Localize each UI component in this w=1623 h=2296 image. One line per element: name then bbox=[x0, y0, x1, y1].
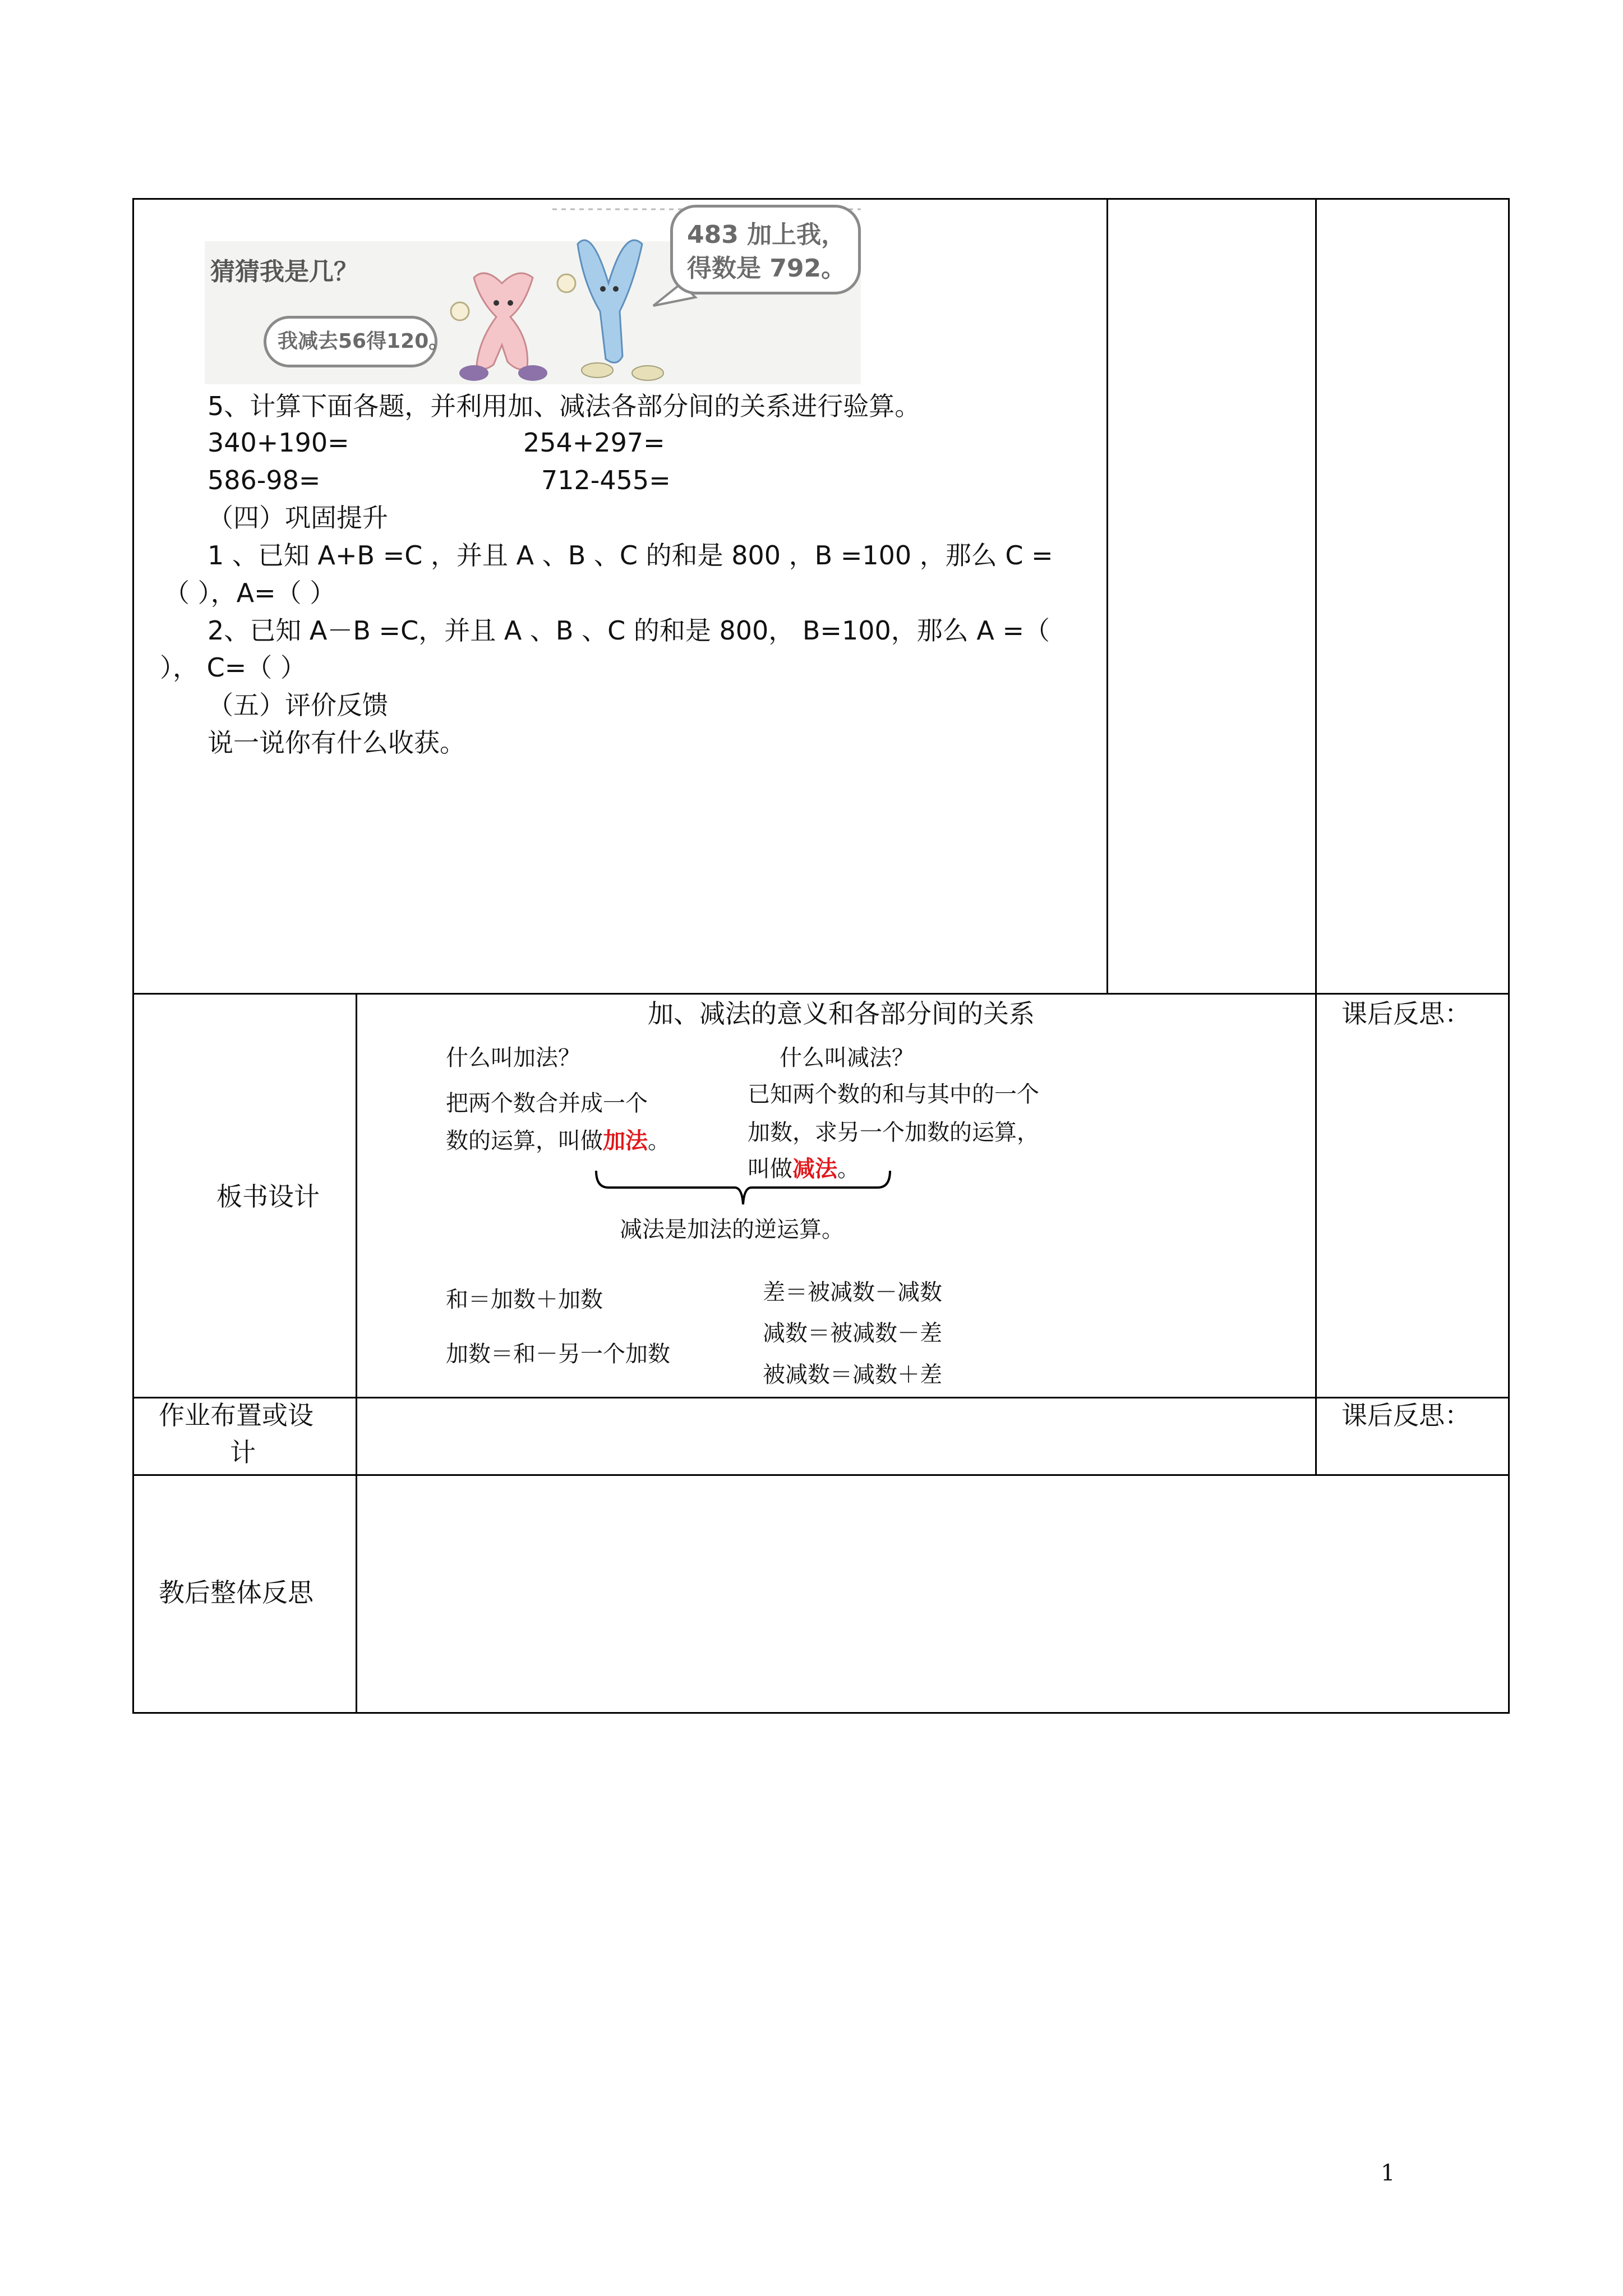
problem-1-line-1: 1 、已知 A+B =C ，并且 A 、B 、C 的和是 800 ，B =100 ，那么 C = bbox=[208, 540, 1053, 570]
speech-bubble-right-line1: 483 加上我， bbox=[687, 220, 846, 249]
table-border-top bbox=[132, 198, 1510, 200]
guess-number-illustration bbox=[205, 205, 861, 384]
problem-2-line-1: 2、已知 A－B =C，并且 A 、B 、C 的和是 800， B=100，那么 A =（ bbox=[208, 615, 1050, 646]
board-reflection-label: 课后反思： bbox=[1341, 999, 1470, 1029]
formula-minuend: 被减数＝减数＋差 bbox=[763, 1362, 942, 1388]
subtraction-definition-line-1: 已知两个数的和与其中的一个 bbox=[748, 1082, 1039, 1107]
speech-bubble-left-text: 我减去56得120。 bbox=[278, 330, 449, 353]
what-is-addition: 什么叫加法？ bbox=[446, 1045, 580, 1071]
addition-definition-line-1: 把两个数合并成一个 bbox=[446, 1091, 648, 1116]
column-rule-b bbox=[1315, 198, 1317, 1476]
column-rule-a bbox=[1106, 198, 1108, 995]
speech-bubble-right-line2: 得数是 792。 bbox=[687, 254, 846, 283]
subtraction-definition-line-2: 加数，求另一个加数的运算， bbox=[748, 1120, 1039, 1145]
table-rule-2 bbox=[132, 1397, 1510, 1398]
calc-340-190: 340+190= bbox=[208, 427, 349, 458]
problem-2-line-2: ）， C=（ ） bbox=[160, 652, 306, 683]
homework-label-line-2: 计 bbox=[230, 1437, 256, 1467]
brace-connector bbox=[592, 1168, 895, 1213]
overall-reflection-label: 教后整体反思 bbox=[159, 1577, 313, 1608]
question-5: 5、计算下面各题，并利用加、减法各部分间的关系进行验算。 bbox=[208, 391, 921, 421]
table-border-bottom bbox=[132, 1712, 1510, 1714]
table-border-right bbox=[1508, 198, 1510, 1714]
table-rule-3 bbox=[132, 1474, 1510, 1476]
homework-reflection-label: 课后反思： bbox=[1341, 1400, 1470, 1430]
formula-sum: 和＝加数＋加数 bbox=[446, 1287, 603, 1313]
column-rule-c bbox=[356, 993, 357, 1714]
calc-586-98: 586-98= bbox=[208, 465, 321, 495]
subtraction-definition-prefix: 叫做 bbox=[748, 1156, 792, 1182]
formula-addend: 加数＝和－另一个加数 bbox=[446, 1341, 670, 1367]
section-5-heading: （五）评价反馈 bbox=[208, 690, 388, 720]
addition-term-highlight: 加法 bbox=[603, 1128, 648, 1154]
board-title: 加、减法的意义和各部分间的关系 bbox=[648, 999, 1035, 1029]
board-design-label: 板书设计 bbox=[216, 1181, 320, 1212]
formula-difference: 差＝被减数－减数 bbox=[763, 1280, 942, 1305]
say-harvest-prompt: 说一说你有什么收获。 bbox=[208, 728, 465, 758]
addition-definition-prefix: 数的运算，叫做 bbox=[446, 1128, 603, 1154]
calc-712-455: 712-455= bbox=[541, 465, 671, 495]
section-4-heading: （四）巩固提升 bbox=[208, 503, 388, 533]
homework-label-line-1: 作业布置或设 bbox=[159, 1400, 313, 1430]
subtraction-term-highlight: 减法 bbox=[792, 1156, 837, 1182]
page-number: 1 bbox=[1381, 2160, 1395, 2186]
subtraction-definition-suffix: 。 bbox=[837, 1156, 860, 1182]
calc-254-297: 254+297= bbox=[523, 427, 665, 458]
what-is-subtraction: 什么叫减法？ bbox=[780, 1045, 914, 1071]
inverse-operation-note: 减法是加法的逆运算。 bbox=[620, 1217, 844, 1243]
addition-definition-suffix: 。 bbox=[648, 1128, 670, 1154]
table-rule-1 bbox=[132, 993, 1510, 995]
addition-definition-line-2 bbox=[446, 1128, 670, 1154]
formula-subtrahend: 减数＝被减数－差 bbox=[763, 1320, 942, 1346]
illustration-title: 猜猜我是几？ bbox=[210, 257, 358, 286]
problem-1-line-2: （ ），A=（ ） bbox=[164, 578, 336, 608]
table-border-left bbox=[132, 198, 134, 1714]
